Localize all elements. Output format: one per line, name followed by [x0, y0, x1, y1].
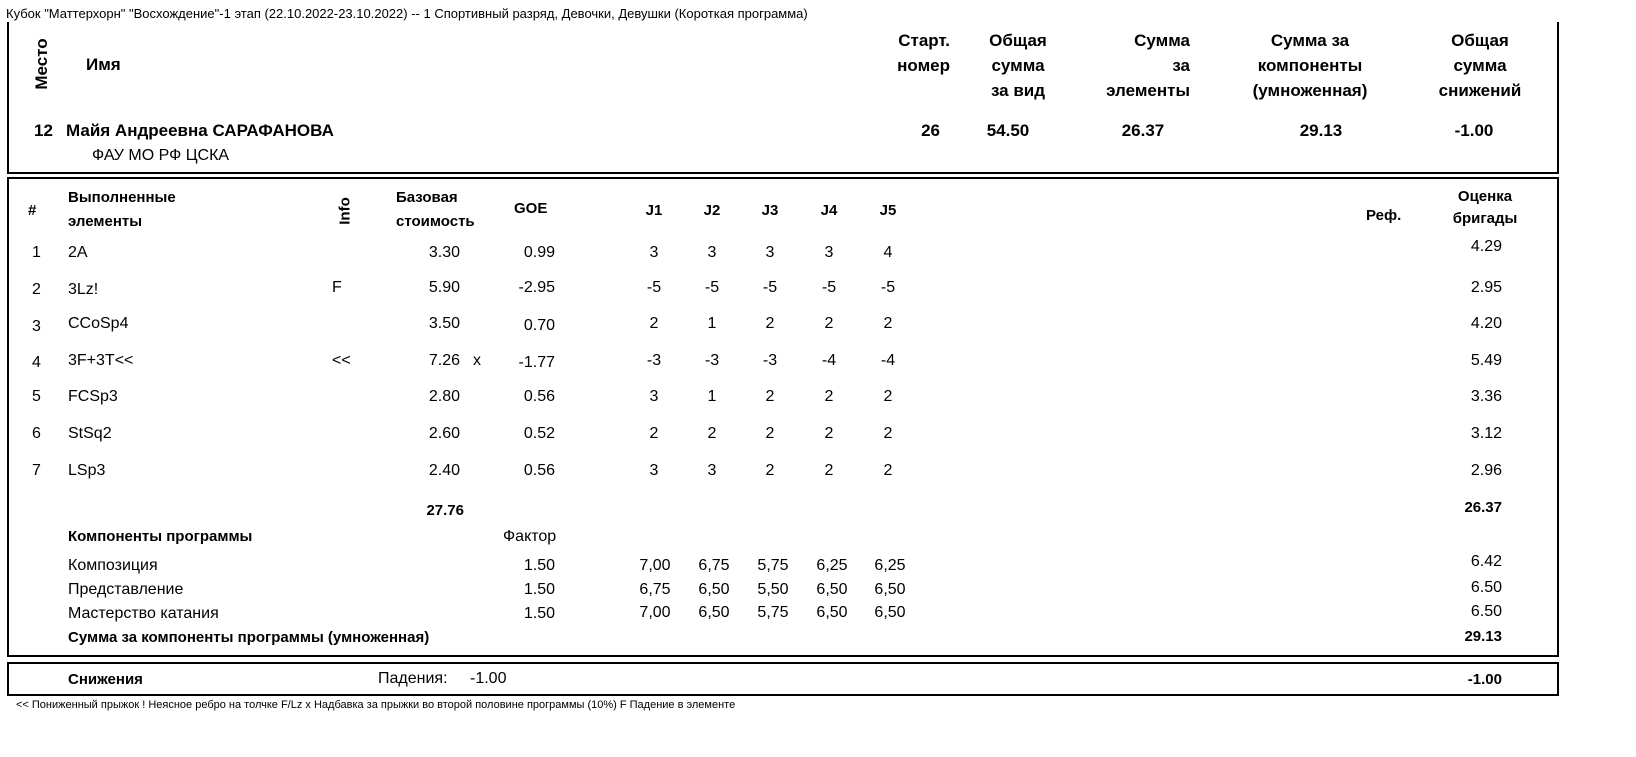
ref-header: Реф.	[1366, 207, 1402, 224]
total-score-header: Общая сумма за вид	[989, 31, 1047, 100]
j4-header: J4	[820, 202, 838, 219]
info-header: Info	[336, 197, 354, 225]
base-total: 27.76	[426, 502, 464, 519]
event-title: Кубок "Маттерхорн" "Восхождение"-1 этап (22.10.2022-23.10.2022) -- 1 Спортивный разряд, Девочки, Девушки (Короткая программа)	[6, 6, 808, 21]
skater-elements-score: 26.37	[1121, 121, 1165, 140]
skater-components-score: 29.13	[1299, 121, 1343, 140]
start-no-header: Старт. номер	[897, 31, 950, 75]
components-score-header: Сумма за компоненты (умноженная)	[1252, 31, 1368, 100]
skater-club: ФАУ МО РФ ЦСКА	[92, 147, 230, 164]
j2-header: J2	[703, 202, 721, 219]
factor-label: Фактор	[503, 528, 557, 545]
num-header: #	[28, 202, 37, 219]
elements-score-header: Сумма за элементы	[1106, 31, 1190, 100]
falls-value: -1.00	[470, 670, 507, 687]
deductions-label: Снижения	[68, 671, 143, 688]
skater-place: 12	[34, 121, 53, 140]
j3-header: J3	[761, 202, 779, 219]
skater-start-no: 26	[921, 121, 940, 140]
components-total: 29.13	[1464, 628, 1502, 645]
place-header: Место	[32, 38, 51, 90]
panel-header: Оценка бригады	[1452, 188, 1518, 227]
deductions-box	[7, 662, 1559, 696]
skater-total-score: 54.50	[986, 121, 1030, 140]
deductions-total: -1.00	[1467, 671, 1502, 688]
components-title: Компоненты программы	[68, 528, 253, 545]
j1-header: J1	[645, 202, 663, 219]
goe-header: GOE	[514, 200, 548, 217]
elements-total: 26.37	[1464, 499, 1502, 516]
name-header: Имя	[86, 55, 121, 74]
executed-header: Выполненные элементы	[68, 189, 176, 230]
components-total-label: Сумма за компоненты программы (умноженная)	[68, 629, 430, 646]
skater-deductions: -1.00	[1454, 121, 1494, 140]
legend: << Пониженный прыжок ! Неясное ребро на толчке F/Lz x Надбавка за прыжки во второй половине программы (10%) F Падение в элементе	[16, 699, 736, 711]
falls-label: Падения:	[378, 670, 448, 687]
deductions-header: Общая сумма снижений	[1438, 31, 1522, 100]
base-header: Базовая стоимость	[396, 189, 475, 230]
j5-header: J5	[879, 202, 897, 219]
skater-name: Майя Андреевна САРАФАНОВА	[66, 121, 334, 140]
